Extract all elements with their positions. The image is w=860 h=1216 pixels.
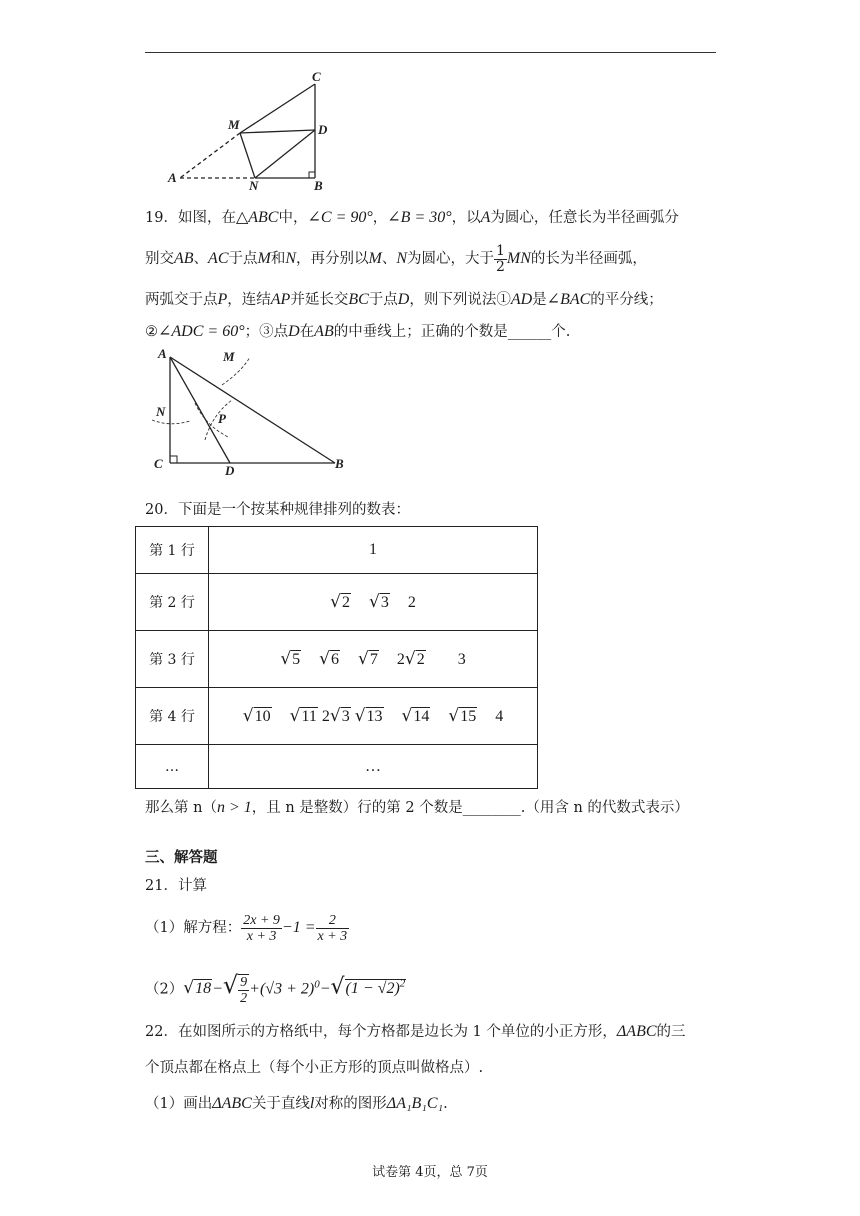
fig19-label-n: N (156, 404, 166, 419)
q19-text: ；③点 (244, 324, 289, 340)
table-row (136, 527, 538, 574)
integer-value: 4 (495, 708, 504, 725)
q22-triangle: ΔABC (616, 1023, 657, 1040)
q21-lhs-fraction: $\frac{2x + 9}{x + 3}$ (243, 912, 280, 944)
q22-text: 的三 (656, 1024, 686, 1040)
q19-text: 中， (278, 210, 308, 226)
q19-text: 两弧交于点 (145, 292, 218, 308)
q21-title: 21．计算 (145, 878, 207, 894)
sqrt-value: √18 (183, 978, 212, 999)
q21-part-2 (145, 966, 406, 1007)
q22-part-1 (145, 1094, 448, 1114)
sqrt-value: √14 (401, 706, 430, 726)
sqrt-value: 2√3 (321, 706, 350, 726)
fig18-label-b: B (314, 178, 323, 192)
q19-text: 别交 (145, 251, 174, 267)
sqrt-value: √10 (242, 706, 271, 726)
q19-point-p: P (217, 291, 228, 308)
q21-parenthesis: (√3 + 2) (259, 980, 315, 998)
q19-text: ② (145, 324, 158, 340)
q21-operator: − (319, 980, 331, 998)
q21-operator: − (212, 980, 223, 998)
sqrt-value: √5 (280, 649, 301, 669)
row-label: … (136, 745, 209, 789)
sqrt-value: √11 (289, 706, 317, 726)
q19-angle-b: ∠B = 30° (387, 209, 452, 226)
integer-value: 2 (407, 594, 416, 611)
section-title: 三、解答题 (145, 849, 218, 866)
q19-segment-mn: MN (506, 250, 531, 267)
figure-19-diagram (150, 345, 355, 475)
q22-line-l: l (309, 1095, 315, 1112)
table-row (136, 631, 538, 688)
q19-point-n: N (285, 250, 296, 267)
q20-text: ，且 n 是整数）行的第 2 个数是________.（用含 n 的代数式表示） (251, 800, 689, 816)
q19-text: 为圆心，大于 (407, 251, 494, 267)
q19-line-1 (145, 208, 679, 228)
q19-text: 于点 (368, 292, 398, 308)
q19-text: 的中垂线上；正确的个数是______个. (333, 324, 571, 340)
sqrt-value: √3 (369, 592, 389, 612)
q19-line-3 (145, 290, 663, 310)
q22-line-1 (145, 1022, 686, 1042)
row-label: 第 3 行 (136, 631, 209, 688)
q21-part-label: （2） (145, 981, 184, 998)
q19-segment-ap: AP (270, 291, 291, 308)
row-values (209, 574, 538, 631)
q19-point-a: A (480, 209, 491, 226)
sqrt-value: $√(1 - √2)^2$ (330, 974, 406, 1000)
q19-number: 19． (145, 210, 178, 226)
q19-segment-ab: AB (314, 323, 334, 340)
fig19-label-a: A (158, 346, 167, 361)
table-row (136, 688, 538, 745)
fig18-label-m: M (228, 117, 240, 132)
page-footer: 试卷第 4页，总 7页 (372, 1165, 488, 1180)
row-values (209, 688, 538, 745)
row-label: 第 4 行 (136, 688, 209, 745)
q19-angle-c: ∠C = 90° (307, 209, 373, 226)
table-row (136, 745, 538, 789)
q19-text: ，以 (451, 210, 481, 226)
q21-operator: + (249, 980, 260, 998)
q19-triangle: △ABC (235, 209, 279, 226)
q19-text: 的平分线； (590, 292, 663, 308)
q20-condition: n > 1 (216, 799, 252, 816)
q21-exponent: 0 (314, 978, 320, 991)
q22-text: 关于直线 (251, 1096, 310, 1112)
sqrt-value: √13 (354, 706, 383, 726)
row-values (209, 631, 538, 688)
q19-text: 如图，在 (177, 210, 236, 226)
fig19-label-p: P (218, 411, 226, 426)
q19-point-m: M (368, 250, 382, 267)
q22-text: （1）画出 (145, 1096, 213, 1112)
sqrt-value: 2√2 (396, 649, 425, 669)
q19-angle-bac: ∠BAC (546, 291, 591, 308)
q20-text: 那么第 n（ (145, 800, 217, 816)
sqrt-value: √6 (319, 649, 339, 669)
q19-text: 在 (299, 324, 315, 340)
q20-intro: 20．下面是一个按某种规律排列的数表： (145, 502, 410, 518)
q19-line-4 (145, 322, 570, 342)
fig18-label-d: D (318, 122, 328, 137)
q21-part-1 (145, 910, 349, 946)
table-row (136, 574, 538, 631)
q19-text: 于点 (228, 251, 258, 267)
row-values: 1 (209, 527, 538, 574)
q19-text: ，连结 (227, 292, 271, 308)
q22-text: 22．在如图所示的方格纸中，每个方格都是边长为 1 个单位的小正方形， (145, 1024, 617, 1040)
integer-value: 3 (457, 651, 466, 668)
fraction-denominator: 2 (496, 258, 505, 275)
sqrt-value: √7 (358, 649, 378, 669)
q19-text: ，则下列说法① (409, 292, 511, 308)
q19-segment-bc: BC (348, 291, 369, 308)
sqrt-fraction: √ $\frac{9}{2}$ (222, 971, 248, 1006)
q19-text: 、 (381, 251, 397, 267)
q19-point-d: D (288, 323, 300, 340)
q22-triangle: ΔABC (212, 1095, 252, 1112)
q19-text: 并延长交 (290, 292, 349, 308)
fig19-label-d: D (225, 463, 235, 475)
q21-operator: −1 = (281, 919, 316, 936)
q19-point-d: D (397, 291, 410, 308)
q20-number-table (135, 526, 538, 789)
header-rule (145, 52, 716, 53)
q19-segment-ab: AB (174, 250, 194, 267)
q21-rhs-fraction: $\frac{2}{x + 3}$ (317, 912, 348, 944)
fig19-label-b: B (335, 456, 344, 471)
q19-text: 为圆心，任意长为半径画弧分 (490, 210, 679, 226)
row-label: 第 2 行 (136, 574, 209, 631)
q20-question (145, 798, 689, 818)
row-label: 第 1 行 (136, 527, 209, 574)
fig19-label-m: M (223, 349, 235, 364)
fig18-label-n: N (249, 178, 259, 192)
q22-triangle-image: ΔA₁B₁C₁ (386, 1095, 444, 1112)
q22-text: . (443, 1096, 448, 1112)
q19-text: 和 (270, 251, 286, 267)
sqrt-value: √15 (448, 706, 477, 726)
fig19-label-c: C (154, 456, 163, 471)
q19-text: 是 (532, 292, 547, 308)
q19-text: ，再分别以 (296, 251, 369, 267)
q22-text: 对称的图形 (314, 1096, 387, 1112)
fig18-label-c: C (312, 69, 321, 84)
q19-point-m: M (257, 250, 271, 267)
q19-line-2 (145, 240, 647, 278)
q19-text: 、 (193, 251, 209, 267)
row-values: … (209, 745, 538, 789)
q21-part-label: （1）解方程： (145, 920, 242, 936)
q19-segment-ac: AC (208, 250, 229, 267)
q19-angle-adc: ∠ADC = 60° (158, 323, 245, 340)
fraction-numerator: 1 (496, 242, 505, 259)
q19-segment-ad: AD (510, 291, 533, 308)
q19-text: ， (372, 210, 388, 226)
fig18-label-a: A (168, 170, 177, 185)
q22-line-2: 个顶点都在格点上（每个小正方形的顶点叫做格点）. (145, 1060, 484, 1076)
q19-point-n: N (396, 250, 407, 267)
sqrt-value: √2 (330, 592, 350, 612)
q19-text: 的长为半径画弧， (530, 251, 647, 267)
figure-18-diagram (160, 68, 340, 192)
q19-half-fraction (494, 244, 507, 275)
